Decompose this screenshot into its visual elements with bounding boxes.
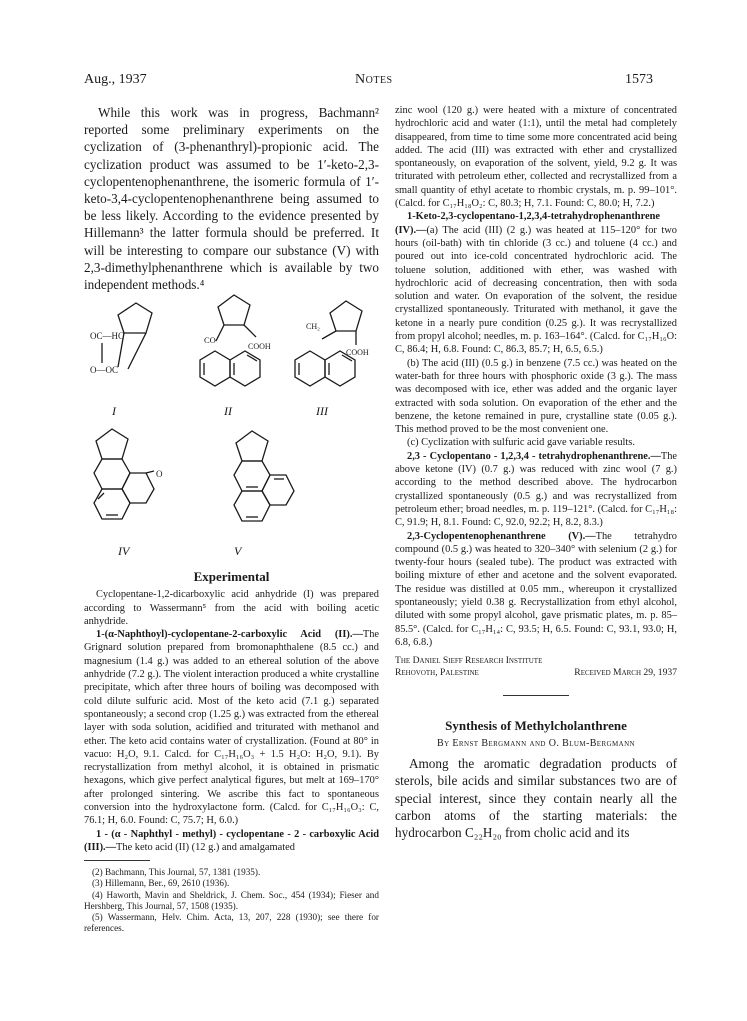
institution-name: The Daniel Sieff Research Institute [395, 655, 543, 667]
paragraph-continued: zinc wool (120 g.) were heated with a mixture of concentrated hydrochloric acid and water (1:1), until the metal had completely disappeared, from time to time some more concentrated acid being added. The acid (III) was extracted with ether and crystallized spontaneously, on evaporation of the solvent, yield, 9.2 g. It was triturated with petroleum ether, collected and recrystallized from a small quantity of ethyl acetate to rhombic crystals, m. p. 99–101°. (Calcd. for C₁₇H₁₈O₂: C, 80.3; H, 7.1. Found: C, 80.0; H, 7.2.) [395, 105, 677, 210]
label-oc-hc: OC—HC [90, 331, 125, 342]
running-header-section: Notes [355, 72, 393, 87]
article-authors: By Ernst Bergmann and O. Blum-Bergmann [437, 738, 635, 750]
heading-compound-IV: 1-Keto-2,3-cyclopentano-1,2,3,4-tetrahydrophenanthrene (IV).— [395, 211, 661, 236]
institution-block [395, 655, 677, 679]
label-cooh-iii: COOH [346, 348, 369, 358]
running-header-date: Aug., 1937 [84, 72, 147, 87]
paragraph-tetrahydro [395, 450, 677, 530]
label-IV: IV [118, 544, 130, 559]
label-cooh-ii: COOH [248, 342, 271, 352]
structure-IV [94, 429, 163, 519]
footnote: (3) Hillemann, Ber., 69, 2610 (1936). [92, 878, 230, 889]
label-ch2: CH₂ [306, 322, 320, 332]
paragraph-method-b: (b) The acid (III) (0.5 g.) in benzene (7.5 cc.) was heated on the water-bath for three hours with phosphoric oxide (3 g.). The mass was decomposed with ice, ether was added and the organic layer extracted with soda solution. On evaporation of the ether and the benzene, the ketone remained in pure, crystalline state (0.05 g.). This method proved to be the most convenient one. [395, 357, 677, 436]
heading-compound-II: 1-(α-Naphthoyl)-cyclopentane-2-carboxylic Acid (II).— [96, 629, 363, 641]
heading-compound-III: 1 - (α - Naphthyl - methyl) - cyclopentane - 2 - carboxylic Acid (III).— [84, 828, 379, 853]
left-column [84, 104, 379, 934]
paragraph-compound-II [84, 628, 379, 827]
paragraph-anhydride: Cyclopentane-1,2-dicarboxylic acid anhydride (I) was prepared according to Wassermann⁵ from the acid with boiling acetic anhydride. [84, 589, 379, 627]
label-co: CO [204, 335, 216, 346]
label-o-iv: O [156, 469, 163, 480]
text-tetrahydro: The above ketone (IV) (0.7 g.) was reduced with zinc wool (7 g.) according to the method described above. The hydrocarbon crystallized spontaneously (0.5 g.) and was recrystallized from petroleum ether; broad needles, m. p. 119–121°. (Calcd. for C₁₇H₁₈: C, 91.9; H, 8.1. Found: C, 92.0, 92.2; H, 8.2, 8.3.) [395, 450, 677, 529]
section-heading: Experimental [193, 569, 270, 585]
paragraph-compound-IV [395, 210, 677, 356]
label-o-oc: O—OC [90, 365, 119, 376]
footnote: (4) Haworth, Mavin and Sheldrick, J. Chem. Soc., 454 (1934); Fieser and Hershberg, This Journal, 57, 1508 (1935). [84, 889, 379, 911]
intro-paragraph: While this work was in progress, Bachmann² reported some preliminary experiments on the cyclization of (3-phenanthryl)-propionic acid. The cyclization product was assumed to be 1′-keto-2,3-cyclopentenophenanthrene, the isomeric formula of 1′-keto-3,4-cyclopentenophenanthrene being assumed to be less likely. According to the evidence presented by Hillemann³ the latter formula should be preferred. It will be interesting to compare our substance (V) with 2,3-dimethylphenanthrene which is available by two independent methods.⁴ [84, 105, 379, 293]
text-compound-II: The Grignard solution prepared from bromonaphthalene (8.5 cc.) and magnesium (1.4 g.) was added to an ethereal solution of the above anhydride (7.2 g.). The violent interaction produced a white crystalline precipitate, which after three hours of boiling was decomposed with cold dilute sulfuric acid. Most of the keto acid (7.1 g.) separated spontaneously; a second crop (1.25 g.) was extracted from the ethereal layer with soda solution, acidified and triturated with methanol and ether. The keto acid contains water of crystallization. (Found at 80° in vacuo: H₂O, 9.1. Calcd. for C₁₇H₁₆O₃ + 1.5 H₂O: H₂O, 9.1). By recrystallization from methyl alcohol, it is obtained in prismatic hexagons, which give perfect analytical figures, but melt at 169–170° after prolonged sintering. We ascribe this fact to spontaneous conversion into the hydroxylactone form. (Calcd. for C₁₇H₁₆O₃: C, 76.1; H, 6.0. Found: C, 75.7; H, 6.0.) [84, 629, 379, 827]
label-III: III [316, 404, 328, 419]
label-II: II [224, 404, 232, 419]
page-number: 1573 [625, 72, 653, 87]
institution-location: Rehovoth, Palestine [395, 667, 479, 679]
text-compound-IV-a: (a) The acid (III) (2 g.) was heated at 115–120° for two hours (oil-bath) with tin chloride (3 cc.) and toluene (4 cc.) and poured out into ice-cold concentrated hydrochloric acid. The toluene solution, additioned with ether, was washed with hydrochloric acid of decreasing concentration, then with soda solution and water. On evaporation of the solvent, the residue crystallized spontaneously. Triturated with methanol, it gave the ketone in a nearly pure condition (0.25 g.). It was recrystallized from propyl alcohol; needles, m. p. 163–164°. (Calcd. for C₁₇H₁₆O: C, 86.4; H, 6.8. Found: C, 86.3, 85.7; H, 6.5, 6.5.) [395, 224, 677, 356]
article-title: Synthesis of Methylcholanthrene [445, 718, 627, 734]
received-date: Received March 29, 1937 [574, 667, 677, 679]
footnote: (5) Wassermann, Helv. Chim. Acta, 13, 207, 228 (1930); see there for references. [84, 911, 379, 934]
structure-III [295, 301, 369, 386]
article-intro: Among the aromatic degradation products of sterols, bile acids and similar substances two are of special interest, since they contain nearly all the carbon atoms of the starting materials: the hydrocarbon C₂₂H₂₀ from cholic acid and its [395, 756, 677, 840]
article-separator [503, 695, 569, 696]
footnote: (2) Bachmann, This Journal, 57, 1381 (1935). [92, 867, 261, 878]
text-compound-III: The keto acid (II) (12 g.) and amalgamated [116, 841, 295, 853]
structure-I [90, 303, 152, 375]
structure-II [200, 295, 271, 386]
heading-compound-V: 2,3-Cyclopentenophenanthrene (V).— [407, 530, 596, 542]
structure-V [234, 431, 294, 521]
paragraph-compound-III [84, 828, 379, 855]
label-V: V [234, 544, 242, 559]
heading-tetrahydro: 2,3 - Cyclopentano - 1,2,3,4 - tetrahydrophenanthrene.— [407, 450, 661, 462]
paragraph-method-c: (c) Cyclization with sulfuric acid gave variable results. [407, 437, 635, 449]
footnote-rule [84, 860, 150, 861]
label-I: I [112, 404, 116, 419]
text-compound-V: The tetrahydro compound (0.5 g.) was heated to 320–340° with selenium (2 g.) for twenty-four hours (sealed tube). The product was extracted with boiling mixture of ether and acetone and the solvent evaporated. The residue was distilled at 0.05 mm., whereupon it crystallized spontaneously; yield 0.38 g. Recrystallization from ethyl alcohol, diluted with some propyl alcohol, gave prismatic plates, m. p. 85–85.5°. (Calcd. for C₁₇H₁₄: C, 93.5; H, 6.5. Found: C, 93.1, 93.0; H, 6.8, 6.8.) [395, 530, 678, 648]
right-column [395, 104, 677, 841]
paragraph-compound-V [395, 530, 677, 650]
chemical-structures-figure [84, 293, 379, 611]
